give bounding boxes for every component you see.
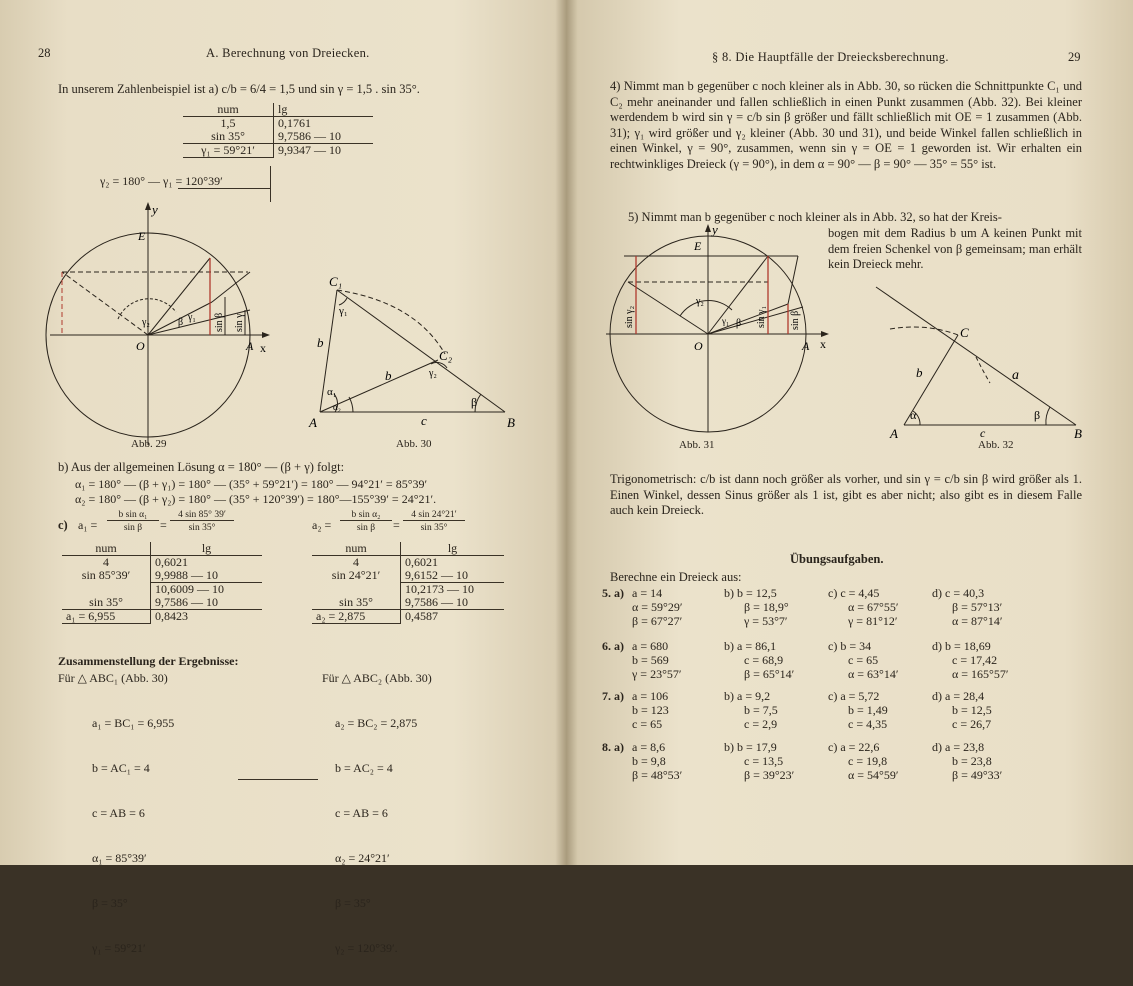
table-cell: a₁ = 6,955	[62, 610, 151, 624]
table-header: num	[312, 542, 401, 556]
summary-col2	[335, 686, 417, 986]
exercise-number: 6. a)	[602, 639, 624, 653]
angle-label-gamma2: γ₂	[142, 317, 150, 328]
summary-line: β = 35°	[335, 896, 371, 910]
exercise-given-value: a = 14	[632, 586, 663, 600]
table-header: num	[183, 103, 274, 117]
exercise-given-value: d) b = 18,69	[932, 639, 991, 653]
caption-abb-30: Abb. 30	[396, 438, 432, 450]
table-cell: 0,6021	[401, 556, 505, 570]
exercise-given-value: b = 1,49	[848, 703, 888, 717]
point-label-O: O	[136, 339, 145, 353]
log-table-c1	[62, 542, 262, 624]
side-label-b2: b	[385, 368, 392, 383]
angle-label-beta: β	[471, 395, 478, 409]
exercise-given-value: c = 65	[848, 653, 879, 667]
angle-label-alpha1: α₁	[327, 386, 337, 398]
exercise-given-value: α = 63°14′	[848, 667, 899, 681]
angle-label-beta: β	[178, 317, 184, 328]
exercise-given-value: c = 68,9	[744, 653, 784, 667]
exercise-given-value: γ = 81°12′	[848, 614, 898, 628]
exercise-given-value: b) a = 86,1	[724, 639, 777, 653]
exercise-given-value: c = 4,35	[848, 717, 888, 731]
figure-31	[598, 224, 830, 438]
summary-title: Zusammenstellung der Ergebnisse:	[58, 654, 239, 668]
log-table-c2	[312, 542, 504, 624]
table-header: lg	[151, 542, 263, 556]
part-b-line1: α₁ = 180° — (β + γ₁) = 180° — (35° + 59°21′) = 180° — 94°21′ = 85°39′	[75, 477, 428, 491]
exercises-title: Übungsaufgaben.	[790, 552, 884, 566]
exercise-given-value: b) b = 17,9	[724, 740, 777, 754]
figure-29	[40, 200, 270, 450]
point-label-A: A	[309, 415, 317, 430]
part-b-lead: b) Aus der allgemeinen Lösung α = 180° — (β + γ) folgt:	[58, 460, 345, 474]
point-label-A: A	[802, 339, 810, 353]
paragraph-5-rest: bogen mit dem Radius b um A keinen Punkt mit dem freien Schenkel von β gemeinsam; man erhält kein Dreieck mehr.	[828, 226, 1082, 271]
table-cell: 9,7586 — 10	[274, 130, 374, 144]
summary-line: c = AB = 6	[92, 806, 145, 820]
exercise-given-value: c) c = 4,45	[828, 586, 880, 600]
formula-a2-denominator: sin β	[356, 523, 376, 533]
formula-a2-numerator: b sin α₂	[340, 510, 392, 521]
summary-line: α₂ = 24°21′	[335, 851, 390, 865]
exercise-given-value: β = 65°14′	[744, 667, 795, 681]
exercise-number: 7. a)	[602, 689, 624, 703]
angle-label-beta: β	[736, 318, 742, 329]
exercise-given-value: c) a = 22,6	[828, 740, 880, 754]
exercise-given-value: β = 49°33′	[952, 768, 1003, 782]
table-cell: 0,6021	[151, 556, 263, 570]
label-sin-beta: sin β	[214, 312, 225, 332]
page-number: 28	[38, 46, 51, 60]
exercise-given-value: α = 87°14′	[952, 614, 1003, 628]
page-number: 29	[1068, 50, 1081, 64]
angle-label-gamma1: γ₁	[188, 312, 196, 323]
table-cell: 0,1761	[274, 117, 374, 131]
point-label-B: B	[1074, 426, 1082, 440]
point-label-B: B	[507, 415, 515, 430]
paragraph-4: 4) Nimmt man b gegenüber c noch kleiner als in Abb. 30, so rücken die Schnittpunkte C₁ und C₂ mehr aneinander und fallen schließlich in einen Punkt zusammen (Abb. 32). Bei kleiner werdendem b wird sin γ = c/b sin β größer und fällt schließlich mit OE = 1 zusammen (Abb. 31); γ₁ wird größer und γ₂ kleiner (Abb. 30 und 31), und beide Winkel fallen schließlich in einen Winkel, γ = 90°, zusammen, wenn sin γ = OE = 1 geworden ist. Wir erhalten ein rechtwinkliges Dreieck (γ = 90°), in dem α = 90° — β = 90° — 35° = 55° ist.	[610, 79, 1082, 171]
formula-a1-lhs: a₁ =	[78, 518, 98, 532]
angle-label-alpha: α	[910, 408, 917, 422]
right-page	[566, 0, 1133, 865]
table-cell: 9,9347 — 10	[274, 144, 374, 158]
intro-text: In unserem Zahlenbeispiel ist a) c/b = 6/4 = 1,5 und sin γ = 1,5 . sin 35°.	[58, 82, 420, 96]
table-header: lg	[401, 542, 505, 556]
summary-line: b = AC₂ = 4	[335, 761, 393, 775]
exercise-given-value: γ = 23°57′	[632, 667, 682, 681]
running-head: A. Berechnung von Dreiecken.	[206, 46, 370, 60]
exercise-given-value: a = 106	[632, 689, 669, 703]
exercise-given-value: α = 165°57′	[952, 667, 1009, 681]
table-cell: a₂ = 2,875	[312, 610, 401, 624]
axis-label-y: y	[152, 202, 158, 217]
exercise-given-value: β = 18,9°	[744, 600, 789, 614]
exercise-given-value: b = 123	[632, 703, 669, 717]
angle-label-gamma1: γ₁	[722, 316, 730, 326]
table-cell: 10,2173 — 10	[401, 583, 505, 597]
axis-label-x: x	[820, 337, 826, 351]
exercise-given-value: b = 9,8	[632, 754, 666, 768]
exercise-given-value: β = 48°53′	[632, 768, 683, 782]
table-header: lg	[274, 103, 374, 117]
exercise-given-value: α = 67°55′	[848, 600, 899, 614]
exercise-given-value: c = 17,42	[952, 653, 998, 667]
point-label-C1: C₁	[329, 274, 343, 289]
exercise-given-value: γ = 53°7′	[744, 614, 788, 628]
table-cell: sin 35°	[183, 130, 274, 144]
formula-a1-numerator: b sin α₁	[107, 510, 159, 521]
summary-line: b = AC₁ = 4	[92, 761, 150, 775]
exercise-given-value: c = 2,9	[744, 717, 778, 731]
point-label-C: C	[960, 325, 969, 340]
point-label-E: E	[694, 239, 702, 253]
exercises-intro: Berechne ein Dreieck aus:	[610, 570, 742, 584]
table-cell: 9,7586 — 10	[401, 596, 505, 610]
part-c-label: c)	[58, 518, 68, 532]
exercise-given-value: α = 59°29′	[632, 600, 683, 614]
table-cell: 9,6152 — 10	[401, 569, 505, 583]
table-header: num	[62, 542, 151, 556]
side-label-c: c	[980, 426, 986, 440]
exercise-given-value: a = 680	[632, 639, 669, 653]
table-cell: 4	[353, 555, 359, 569]
exercise-given-value: c = 26,7	[952, 717, 992, 731]
exercise-given-value: c) b = 34	[828, 639, 872, 653]
summary-line: γ₁ = 59°21′	[92, 941, 146, 955]
exercise-given-value: b = 7,5	[744, 703, 778, 717]
gamma2-line: γ₂ = 180° — γ₁ = 120°39′	[100, 174, 223, 188]
exercise-given-value: d) a = 23,8	[932, 740, 985, 754]
table-cell: sin 35°	[62, 596, 151, 610]
exercise-given-value: b) b = 12,5	[724, 586, 777, 600]
exercise-given-value: β = 67°27′	[632, 614, 683, 628]
exercise-given-value: c = 13,5	[744, 754, 784, 768]
figure-32	[866, 285, 1086, 440]
table-cell	[62, 583, 151, 597]
part-b-line2: α₂ = 180° — (β + γ₂) = 180° — (35° + 120°39′) = 180°—155°39′ = 24°21′.	[75, 492, 437, 506]
table-cell: 9,7586 — 10	[151, 596, 263, 610]
table-cell: sin 35°	[312, 596, 401, 610]
formula-a1-denominator2: sin 35°	[188, 523, 216, 533]
summary-line: a₂ = BC₂ = 2,875	[335, 716, 418, 730]
side-label-c: c	[421, 413, 427, 428]
exercise-given-value: c = 65	[632, 717, 663, 731]
formula-a2-denominator2: sin 35°	[420, 523, 448, 533]
table-cell: 0,8423	[151, 610, 263, 624]
side-label-b: b	[916, 365, 923, 380]
summary-line: α₁ = 85°39′	[92, 851, 147, 865]
left-page: 28 A. Berechnung von Dreiecken. In unserem Zahlenbeispiel ist a) c/b = 6/4 = 1,5 und sin γ = 1,5 . sin 35°. num lg 1,5 0,1761 sin 35° 9,7586 — 10 γ₁ = 59°21′ 9,9347 — 10 γ₂ = 180° — γ₁ = 120°39′ y x E O A γ₂ β γ₁ sin β sin γ Abb. 29 C₁ C₂ A B b b c γ₁ γ₂ α₁ α₂ β Abb. 30 b) Aus der allgemeinen Lösung α = 180° — (β + γ) folgt: α₁ = 180° — (β + γ₁) = 180° — (35° + 59°21′) = 180° — 94°21′ = 85°39′ α₂ = 180° — (β + γ₂) = 180° — (35° + 120°39′) = 180°—155°39′ = 24°21′. c) a₁ = b sin α₁ sin β = 4 sin 85° 39′ sin 35° a₂ = b sin α₂ sin β = 4 sin 24°21′ sin 35° num lg 4 0,6021 sin 85°39′ 9,9988 — 10 10,6009 — 10 sin 35° 9,7586 — 10 a₁ = 6,955 0,8423 num lg 4 0,6021 sin 24°21′ 9,6152 — 10 10,2173 — 10 sin 35° 9,7586 — 10 a₂ = 2,875 0,4587 Zusammenstellung der Ergebnisse: Für △ ABC₁ (Abb. 30) Für △ ABC₂ (Abb. 30) a₁ = BC₁ = 6,955 b = AC₁ = 4 c = AB = 6 α₁ = 85°39′ β = 35° γ₁ = 59°21′ a₂ = BC₂ = 2,875 b = AC₂ = 4 c = AB = 6 α₂ = 24°21′ β = 35° γ₂ = 120°39′.	[0, 0, 560, 865]
angle-label-gamma1: γ₁	[339, 305, 348, 317]
summary-col2-head: Für △ ABC₂ (Abb. 30)	[322, 671, 432, 685]
formula-a1-numerator2: 4 sin 85° 39′	[170, 510, 234, 521]
label-sin-gamma1: sin γ₁	[756, 305, 767, 328]
exercise-given-value: a = 8,6	[632, 740, 666, 754]
table-cell: sin 85°39′	[81, 568, 131, 583]
summary-col1	[92, 686, 174, 986]
angle-label-alpha2: α₂	[333, 402, 341, 412]
running-head: § 8. Die Hauptfälle der Dreiecksberechnung.	[712, 50, 949, 64]
table-cell	[312, 583, 401, 597]
formula-a2-numerator2: 4 sin 24°21′	[403, 510, 465, 521]
exercise-given-value: c = 19,8	[848, 754, 888, 768]
label-sin-gamma: sin γ	[234, 313, 245, 332]
caption-abb-31: Abb. 31	[679, 439, 715, 451]
exercise-number: 5. a)	[602, 586, 624, 600]
side-label-a: a	[1012, 368, 1019, 383]
summary-line: a₁ = BC₁ = 6,955	[92, 716, 175, 730]
caption-abb-32: Abb. 32	[978, 439, 1014, 451]
summary-line: β = 35°	[92, 896, 128, 910]
table-cell: 1,5	[220, 116, 236, 130]
side-label-b1: b	[317, 335, 324, 350]
paragraph-5-line1: 5) Nimmt man b gegenüber c noch kleiner als in Abb. 32, so hat der Kreis-	[628, 210, 1002, 224]
exercise-given-value: α = 54°59′	[848, 768, 899, 782]
table-cell: 0,4587	[401, 610, 505, 624]
summary-line: γ₂ = 120°39′.	[335, 941, 398, 955]
summary-col1-head: Für △ ABC₁ (Abb. 30)	[58, 671, 168, 685]
exercise-number: 8. a)	[602, 740, 624, 754]
formula-a2-lhs: a₂ =	[312, 518, 332, 532]
exercise-given-value: d) c = 40,3	[932, 586, 985, 600]
table-cell: 10,6009 — 10	[151, 583, 263, 597]
angle-label-gamma2: γ₂	[429, 368, 437, 379]
label-sin-gamma2: sin γ₂	[624, 305, 635, 328]
exercise-given-value: b) a = 9,2	[724, 689, 771, 703]
axis-label-y: y	[712, 224, 718, 237]
label-sin-beta: sin β	[790, 310, 801, 330]
log-table-a	[183, 103, 373, 158]
table-cell: γ₁ = 59°21′	[183, 144, 274, 158]
axis-label-x: x	[260, 341, 266, 355]
angle-label-beta: β	[1034, 408, 1041, 422]
table-cell: 4	[103, 555, 109, 569]
exercise-given-value: b = 569	[632, 653, 669, 667]
exercise-given-value: b = 23,8	[952, 754, 992, 768]
trig-paragraph: Trigonometrisch: c/b ist dann noch größer als vorher, und sin γ = c/b sin β wird größer als 1. Einen Winkel, dessen Sinus größer als 1 ist, gibt es aber nicht; also gibt es in diesem Falle auch kein Dreieck.	[610, 472, 1082, 517]
point-label-O: O	[694, 339, 703, 353]
point-label-A: A	[246, 339, 254, 353]
point-label-E: E	[138, 229, 146, 243]
formula-a1-denominator: sin β	[123, 523, 143, 533]
end-rule	[238, 779, 318, 780]
summary-line: c = AB = 6	[335, 806, 388, 820]
table-cell: sin 24°21′	[331, 568, 381, 583]
exercise-given-value: d) a = 28,4	[932, 689, 985, 703]
angle-label-gamma2: γ₂	[696, 296, 704, 307]
caption-abb-29: Abb. 29	[131, 438, 167, 450]
point-label-C2: C₂	[439, 348, 453, 363]
figure-30	[305, 272, 520, 437]
exercise-given-value: b = 12,5	[952, 703, 992, 717]
point-label-A: A	[890, 426, 898, 440]
exercise-given-value: β = 39°23′	[744, 768, 795, 782]
exercise-given-value: β = 57°13′	[952, 600, 1003, 614]
exercise-given-value: c) a = 5,72	[828, 689, 880, 703]
table-cell: 9,9988 — 10	[151, 569, 263, 583]
